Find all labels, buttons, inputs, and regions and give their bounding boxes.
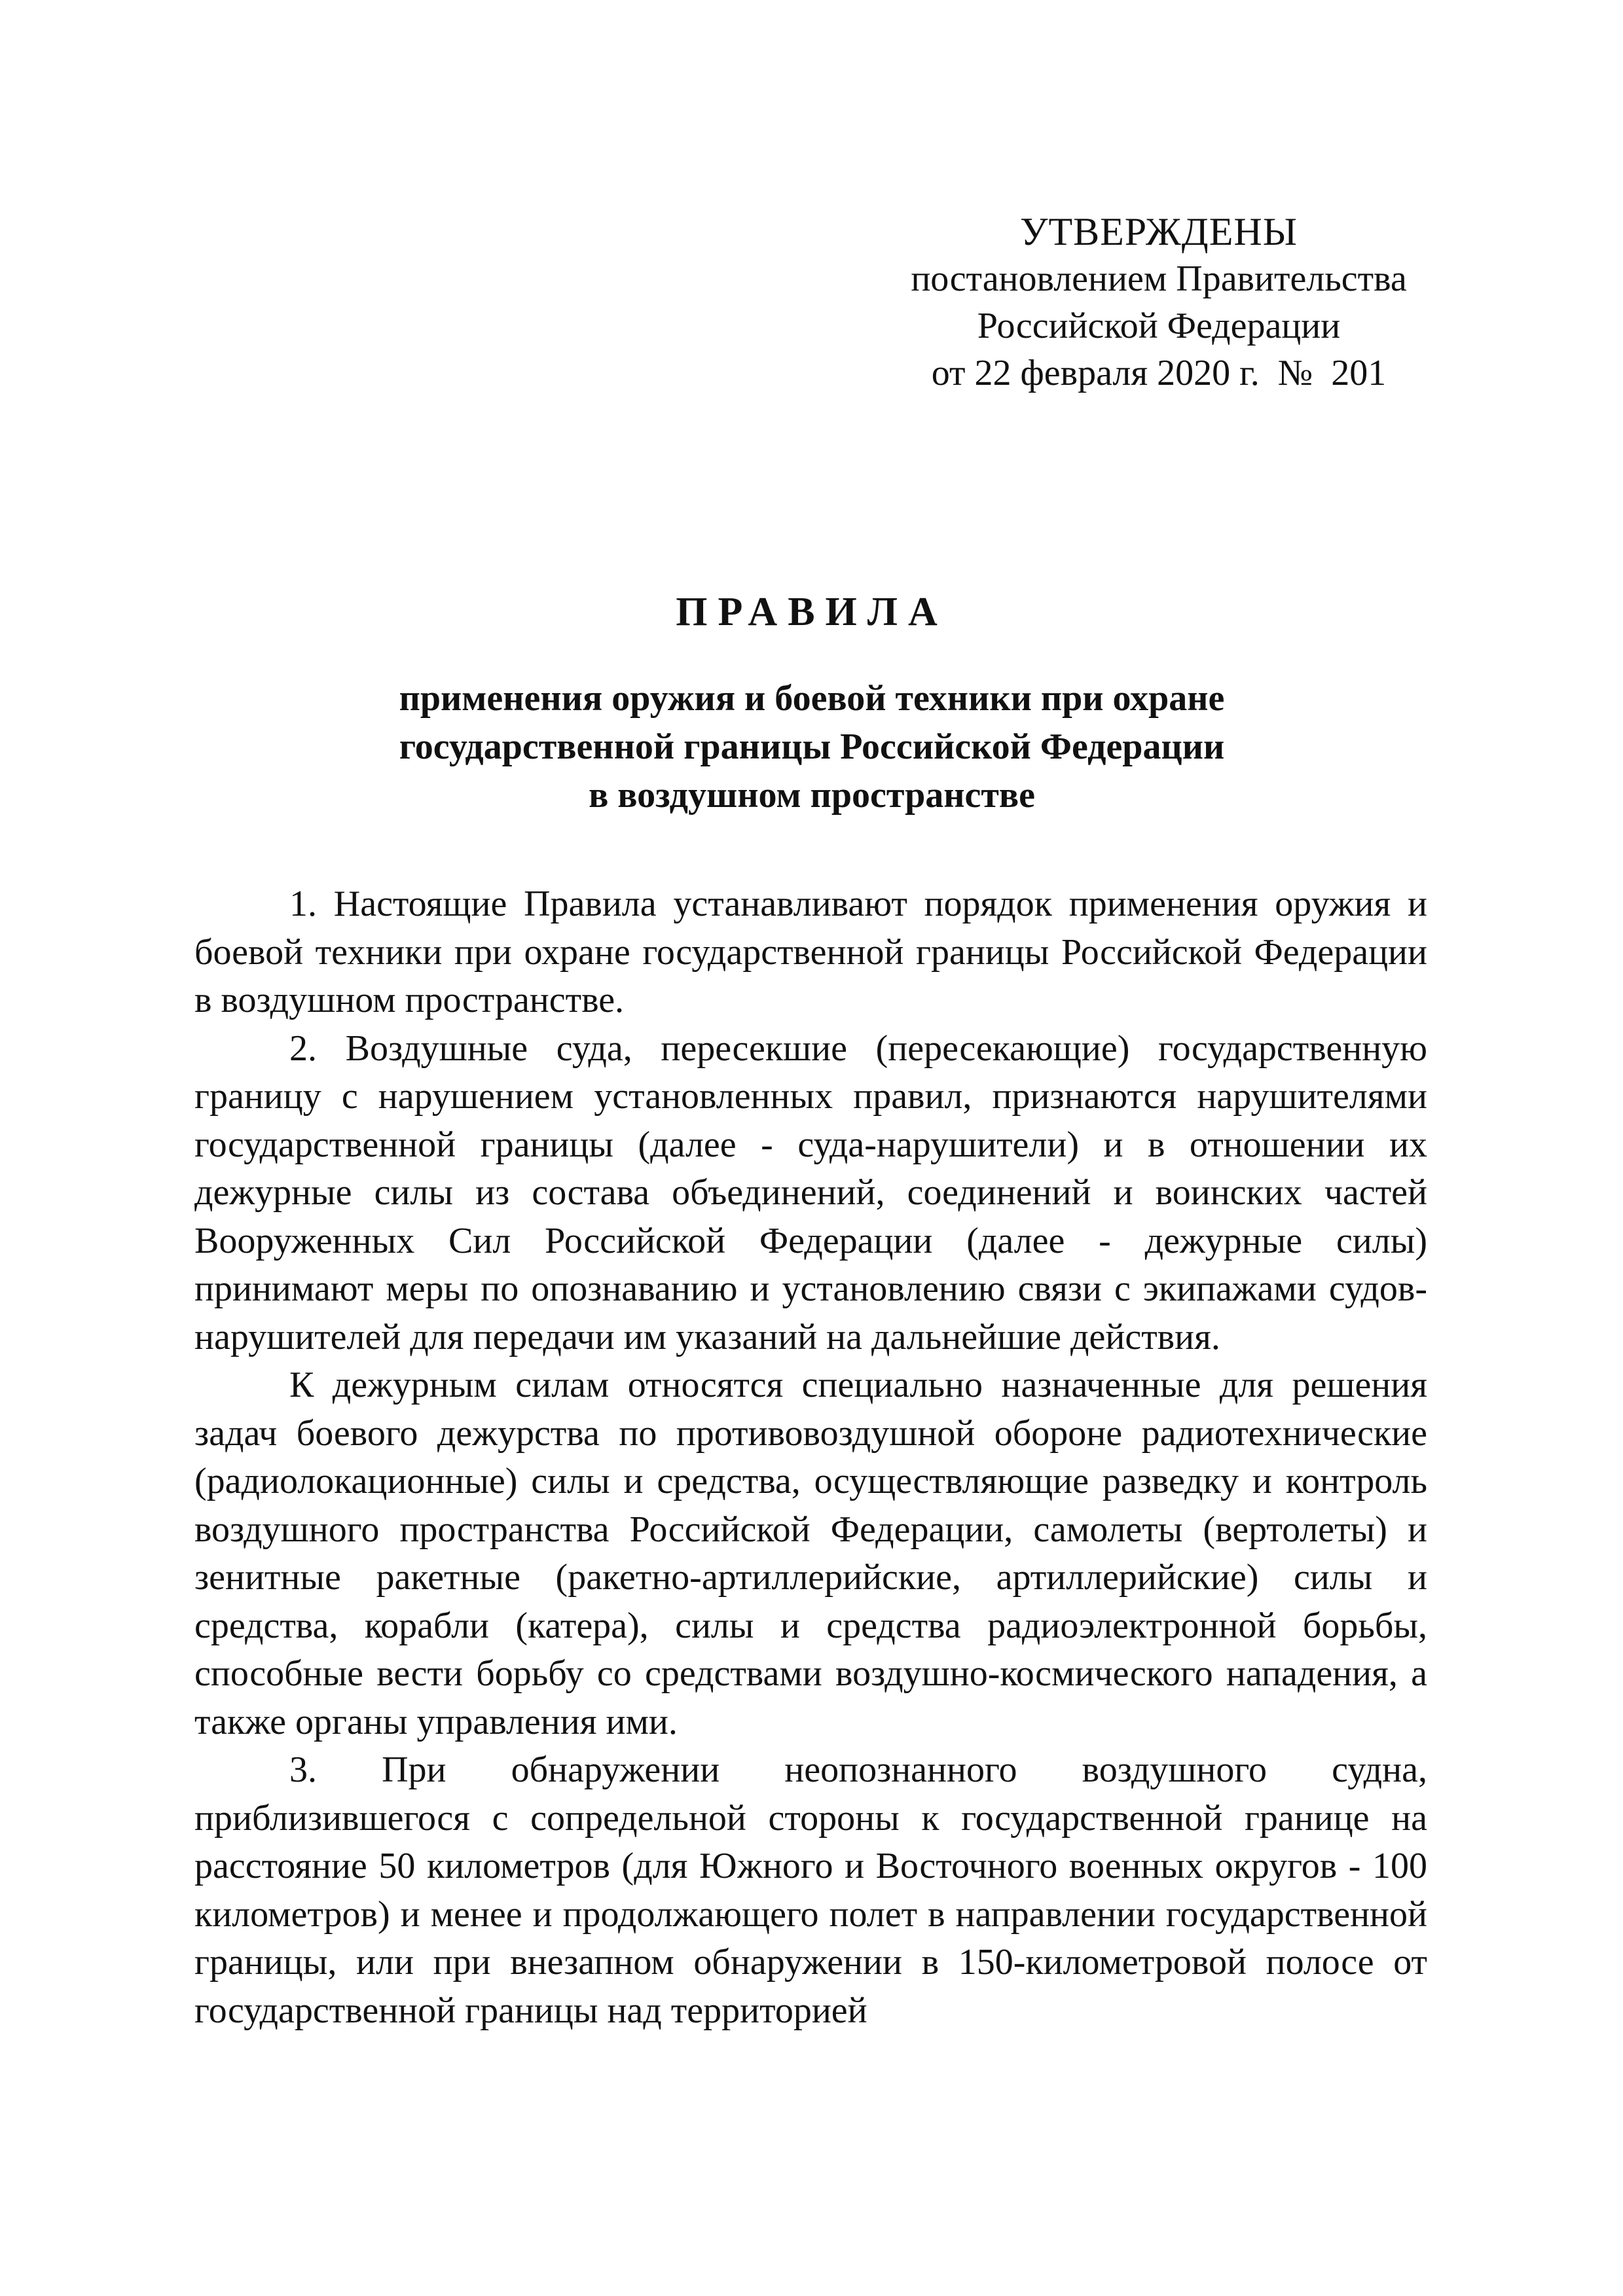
- paragraph-1: 1. Настоящие Правила устанавливают порядок применения оружия и боевой техники при охране государственной границы Российской Федерации в воздушном пространстве.: [194, 884, 1427, 1020]
- approval-line-2: Российской Федерации: [977, 306, 1341, 346]
- paragraph-3: К дежурным силам относятся специально назначенные для решения задач боевого дежурства по противовоздушной обороне радиотехнические (радиолокационные) силы и средства, осуществляющие разведку и контроль воздушного пространства Российской Федерации, самолеты (вертолеты) и зенитные ракетные (ракетно-артиллерийские, артиллерийские) силы и средства, корабли (катера), силы и средства радиоэлектронной борьбы, способные вести борьбу со средствами воздушно-космического нападения, а также органы управления ими.: [194, 1365, 1427, 1742]
- document-subtitle-line-3: в воздушном пространстве: [589, 775, 1035, 816]
- document-subtitle-line-2: государственной границы Российской Федерации: [399, 726, 1225, 767]
- approval-line-3: от 22 февраля 2020 г. № 201: [931, 353, 1387, 393]
- approval-heading: УТВЕРЖДЕНЫ: [1019, 210, 1298, 253]
- document-title: ПРАВИЛА: [676, 590, 948, 634]
- paragraph-2: 2. Воздушные суда, пересекшие (пересекающие) государственную границу с нарушением установленных правил, признаются нарушителями государственной границы (далее - суда-нарушители) и в отношении их дежурные силы из состава объединений, соединений и воинских частей Вооруженных Сил Российской Федерации (далее - дежурные силы) принимают меры по опознаванию и установлению связи с экипажами судов-нарушителей для передачи им указаний на дальнейшие действия.: [194, 1028, 1427, 1357]
- approval-line-1: постановлением Правительства: [911, 259, 1407, 299]
- approval-stamp: [838, 208, 1480, 397]
- document-body: [194, 880, 1427, 2035]
- document-title-block: [196, 586, 1427, 819]
- document-subtitle-line-1: применения оружия и боевой техники при охране: [399, 678, 1225, 719]
- paragraph-4: 3. При обнаружении неопознанного воздушного судна, приблизившегося с сопредельной стороны к государственной границе на расстояние 50 километров (для Южного и Восточного военных округов - 100 километров) и менее и продолжающего полет в направлении государственной границы, или при внезапном обнаружении в 150-километровой полосе от государственной границы над территорией: [194, 1749, 1427, 2031]
